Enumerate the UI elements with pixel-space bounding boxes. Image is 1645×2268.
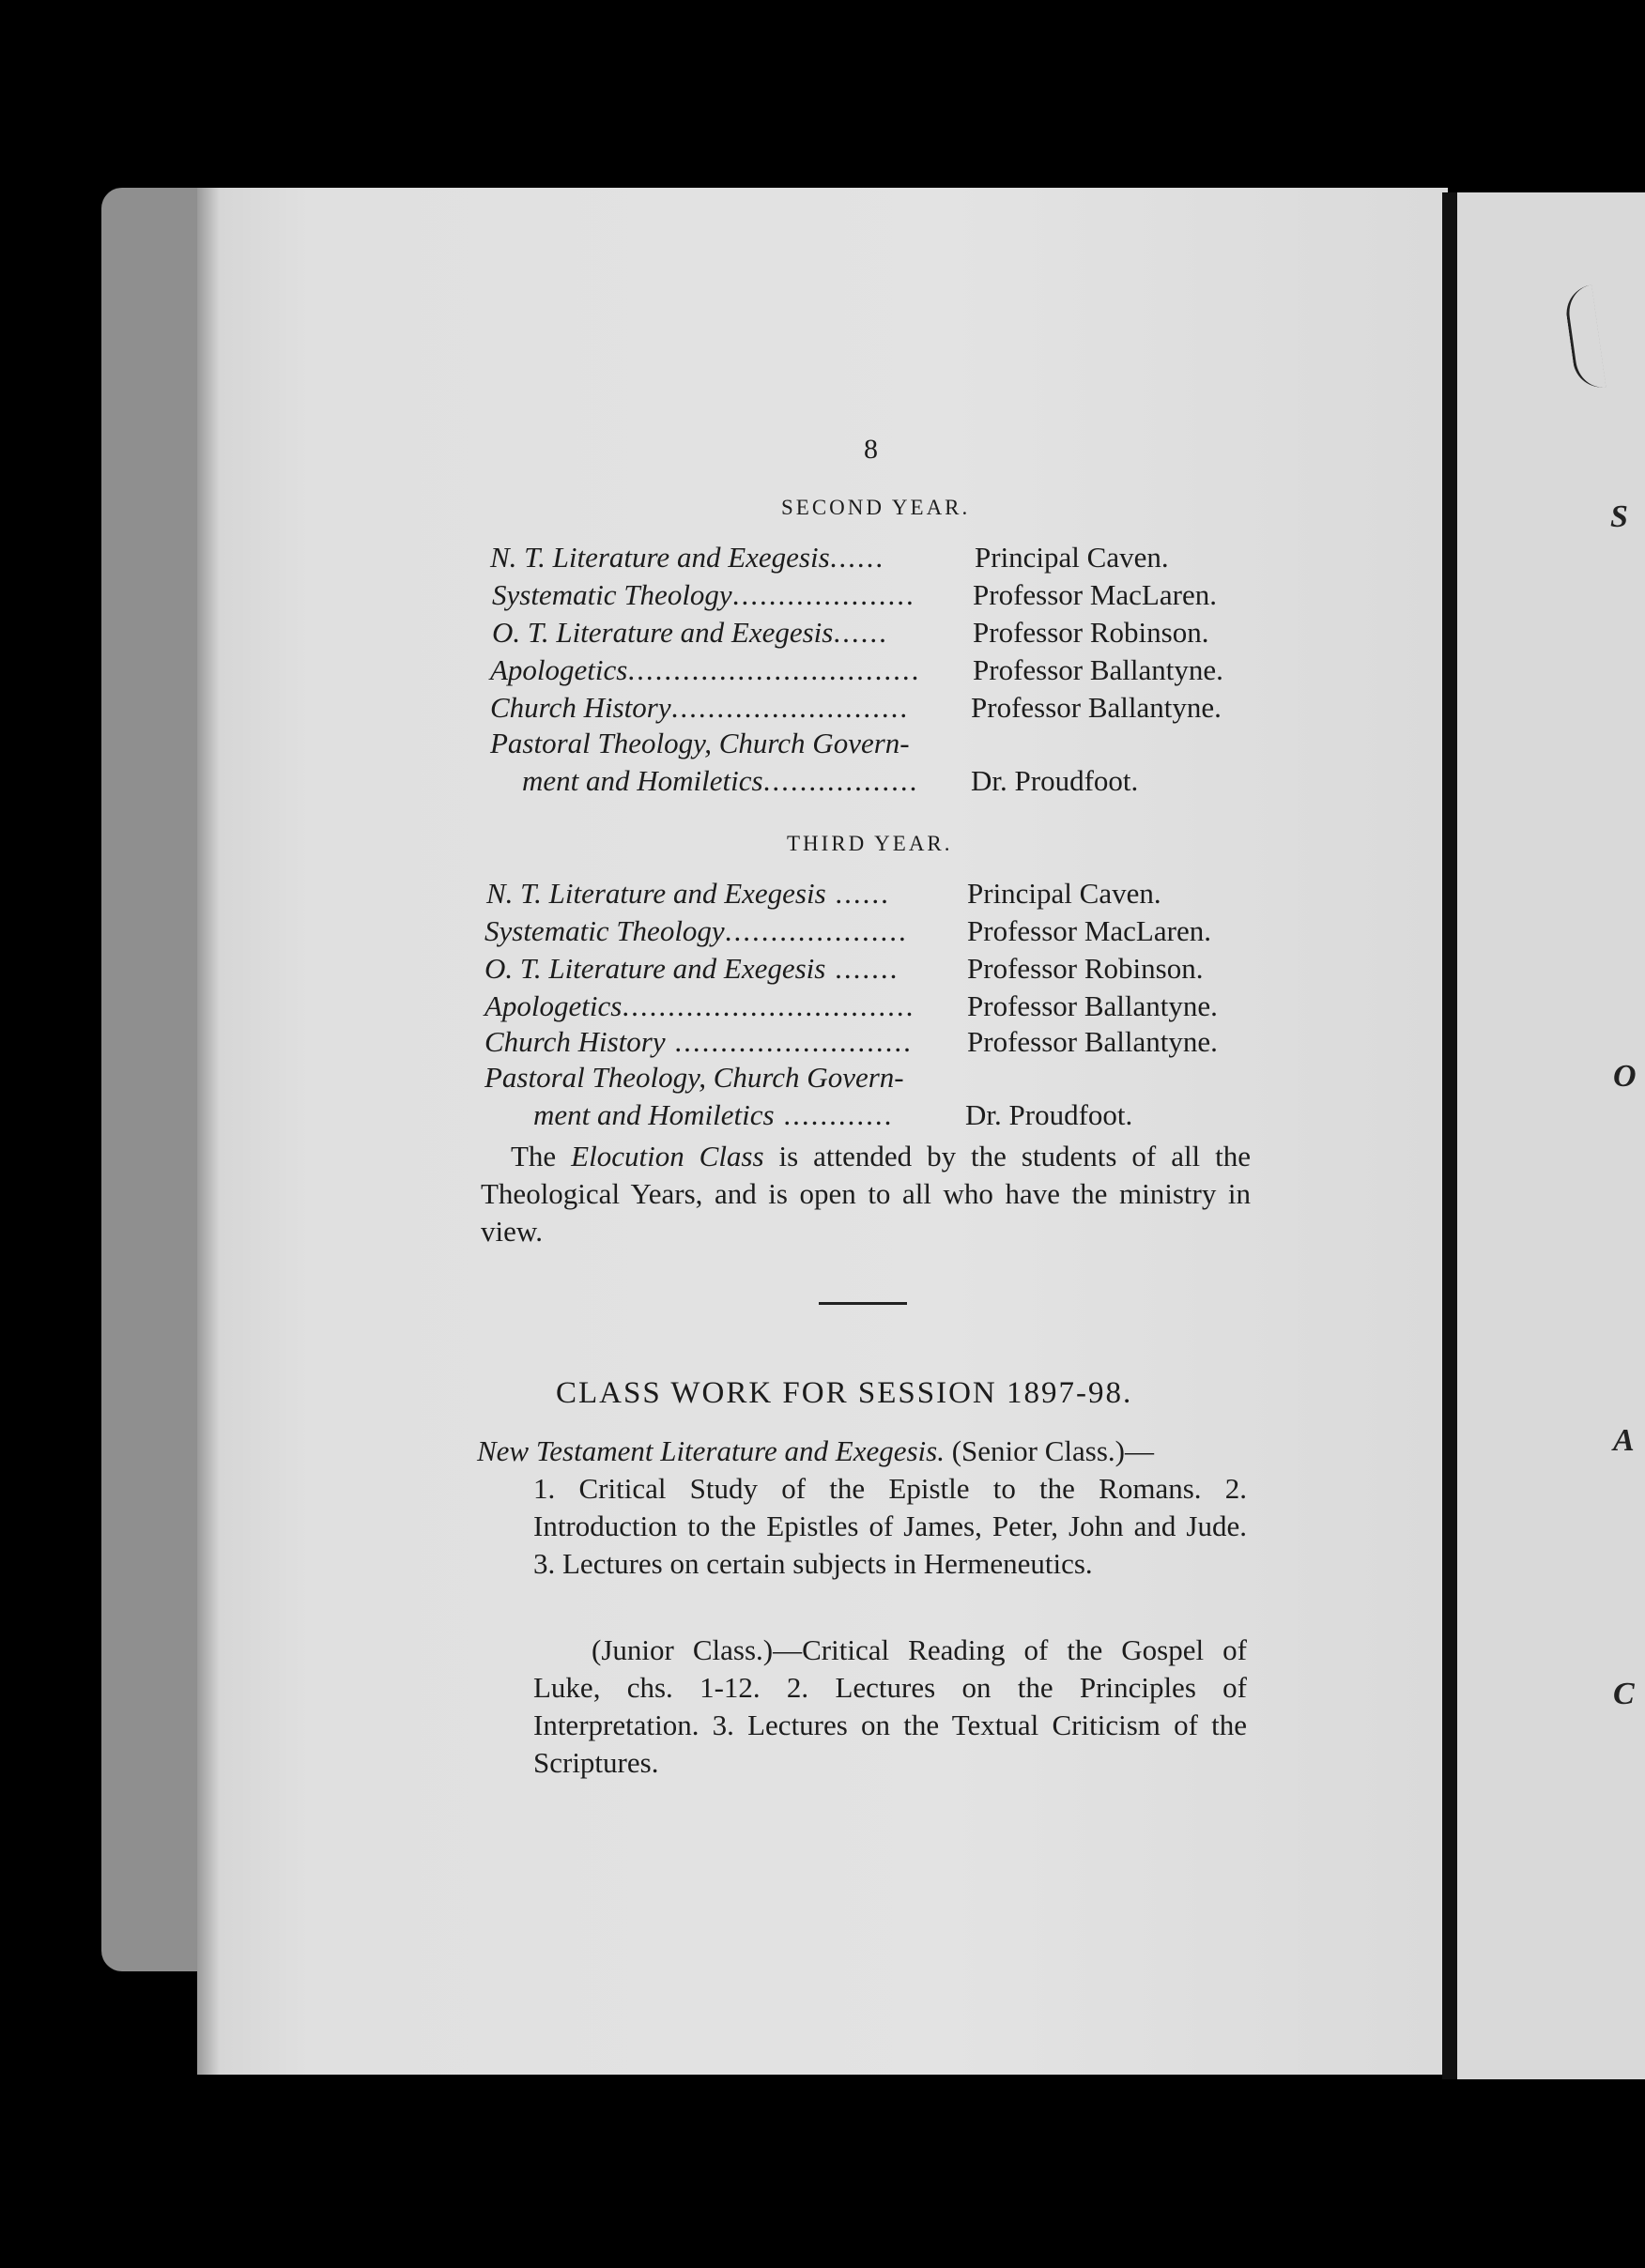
nt-course-title-line: [477, 1433, 1247, 1470]
facing-page-fragment: S: [1610, 499, 1628, 534]
course-row: [484, 950, 1204, 988]
facing-page-fragment: A: [1613, 1423, 1635, 1458]
leader-dots: ..........................: [670, 691, 910, 724]
leader-dots: ......: [833, 616, 888, 649]
course-subject: O. T. Literature and Exegesis: [492, 616, 834, 649]
course-subject: Pastoral Theology, Church Govern-: [490, 727, 910, 759]
course-row: [490, 725, 910, 762]
course-professor: Professor MacLaren.: [967, 914, 1211, 947]
course-subject: N. T. Literature and Exegesis: [490, 541, 830, 574]
course-row: [486, 875, 1161, 912]
course-row: [484, 1023, 1218, 1061]
section-divider: [819, 1302, 907, 1305]
elocution-class-title: Elocution Class: [571, 1140, 764, 1172]
course-subject: ment and Homiletics: [522, 764, 763, 797]
course-subject: Church History: [484, 1025, 666, 1058]
class-work-heading: CLASS WORK FOR SESSION 1897-98.: [556, 1376, 1133, 1410]
course-professor: Principal Caven.: [975, 541, 1169, 574]
leader-dots: ......: [829, 541, 885, 574]
course-professor: Professor Ballantyne.: [967, 1025, 1218, 1058]
page-gutter: [1442, 192, 1457, 2079]
second-year-heading: SECOND YEAR.: [781, 496, 971, 519]
junior-class-description: (Junior Class.)—Critical Reading of the Gospel of Luke, chs. 1-12. 2. Lectures on the Principles of Interpretation. 3. Lectures on the Textual Criticism of the Scriptures.: [533, 1633, 1247, 1779]
leader-dots: ..........................: [665, 1025, 913, 1058]
course-subject: N. T. Literature and Exegesis: [486, 877, 826, 910]
course-professor: Dr. Proudfoot.: [965, 1098, 1133, 1131]
course-professor: Principal Caven.: [967, 877, 1161, 910]
course-row: [490, 539, 1169, 576]
course-professor: Professor Ballantyne.: [971, 691, 1222, 724]
course-subject: Systematic Theology: [492, 578, 732, 611]
leader-dots: ....................: [731, 578, 915, 611]
senior-class-label: (Senior Class.)—: [944, 1434, 1154, 1467]
course-subject: O. T. Literature and Exegesis: [484, 952, 826, 985]
leader-dots: .......: [825, 952, 899, 985]
leader-dots: .................: [762, 764, 919, 797]
facing-page: [1457, 192, 1645, 2079]
course-subject: ment and Homiletics: [533, 1098, 775, 1131]
senior-class-description: 1. Critical Study of the Epistle to the Romans. 2. Introduction to the Epistles of James, Peter, John and Jude. 3. Lectures on certain subjects in Hermeneutics.: [533, 1472, 1247, 1580]
leader-dots: ................................: [622, 989, 915, 1022]
page-number: 8: [864, 434, 878, 465]
course-subject: Pastoral Theology, Church Govern-: [484, 1061, 904, 1094]
course-row: [490, 651, 1223, 689]
course-professor: Dr. Proudfoot.: [971, 764, 1139, 797]
leader-dots: ......: [825, 877, 890, 910]
facing-page-fragment: C: [1613, 1677, 1635, 1711]
course-row: [533, 1096, 1133, 1134]
leader-dots: ....................: [724, 914, 908, 947]
course-row: [484, 1059, 904, 1096]
course-row: [490, 689, 1222, 727]
course-row: [484, 988, 1218, 1025]
course-professor: Professor Ballantyne.: [967, 989, 1218, 1022]
course-subject: Apologetics: [484, 989, 623, 1022]
course-professor: Professor Robinson.: [973, 616, 1209, 649]
course-professor: Professor Ballantyne.: [973, 653, 1223, 686]
course-professor: Professor Robinson.: [967, 952, 1204, 985]
elocution-paragraph: [481, 1138, 1251, 1250]
leader-dots: ............: [774, 1098, 894, 1131]
course-row: [522, 762, 1139, 800]
nt-course-title: New Testament Literature and Exegesis.: [477, 1434, 945, 1467]
junior-class-paragraph: [533, 1632, 1247, 1782]
leader-dots: ................................: [627, 653, 921, 686]
course-professor: Professor MacLaren.: [973, 578, 1217, 611]
third-year-heading: THIRD YEAR.: [787, 832, 953, 855]
course-subject: Church History: [490, 691, 671, 724]
course-row: [492, 614, 1209, 651]
facing-page-fragment: O: [1613, 1059, 1637, 1094]
course-row: [492, 576, 1217, 614]
course-subject: Systematic Theology: [484, 914, 725, 947]
course-subject: Apologetics: [490, 653, 628, 686]
course-row: [484, 912, 1211, 950]
elocution-text-post: is attended by the students of all the Theological Years, and is open to all who have the ministry in view.: [481, 1140, 1251, 1248]
elocution-text-pre: The: [511, 1140, 572, 1172]
